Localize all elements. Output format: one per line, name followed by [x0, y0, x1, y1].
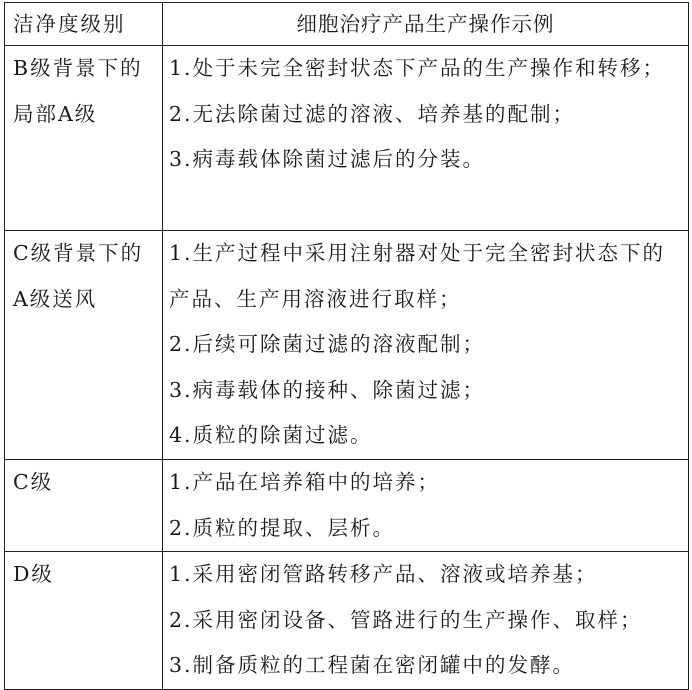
- table-row: [5, 460, 689, 552]
- cleanliness-grade-table: [4, 2, 689, 690]
- example-item: 2.无法除菌过滤的溶液、培养基的配制；: [169, 101, 576, 126]
- examples-cell: [163, 552, 689, 690]
- grade-cell: D级: [5, 552, 163, 690]
- example-item: 2.后续可除菌过滤的溶液配制；: [169, 332, 486, 356]
- example-item: 2.采用密闭设备、管路进行的生产操作、取样；: [169, 607, 643, 632]
- grade-cell: C级: [5, 460, 163, 552]
- grade-cell: B级背景下的局部A级: [5, 46, 163, 231]
- table-row: [5, 231, 689, 460]
- example-item: 3.制备质粒的工程菌在密闭罐中的发酵。: [169, 653, 576, 677]
- table-header-row: [5, 3, 689, 46]
- example-item: 3.病毒载体除菌过滤后的分装。: [169, 147, 486, 171]
- grade-cell: C级背景下的A级送风: [5, 231, 163, 460]
- example-item: 4.质粒的除菌过滤。: [169, 423, 373, 447]
- example-item: 1.生产过程中采用注射器对处于完全密封状态下的产品、生产用溶液进行取样；: [169, 241, 666, 311]
- header-cleanliness-grade: 洁净度级别: [5, 3, 163, 46]
- examples-cell: [163, 46, 689, 231]
- example-item: 2.质粒的提取、层析。: [169, 515, 396, 540]
- table-row: [5, 46, 689, 231]
- example-item: 1.采用密闭管路转移产品、溶液或培养基；: [169, 562, 598, 586]
- table-row: [5, 552, 689, 690]
- example-item: 3.病毒载体的接种、除菌过滤；: [169, 377, 486, 402]
- example-item: 1.产品在培养箱中的培养；: [169, 470, 441, 494]
- header-operation-examples: 细胞治疗产品生产操作示例: [163, 3, 689, 46]
- examples-cell: [163, 460, 689, 552]
- example-item: 1.处于未完全密封状态下产品的生产操作和转移；: [169, 56, 666, 80]
- examples-cell: [163, 231, 689, 460]
